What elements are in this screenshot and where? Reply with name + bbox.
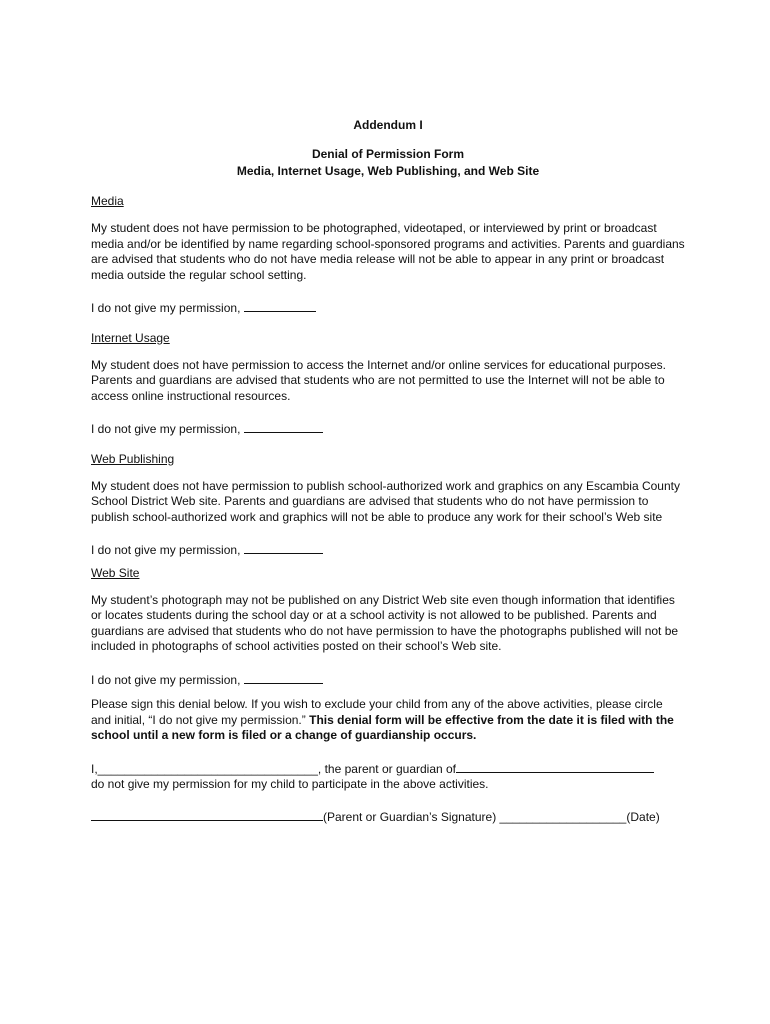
- permission-line-internet: [91, 420, 685, 438]
- document-page: [91, 117, 685, 825]
- section-body-media: My student does not have permission to be photographed, videotaped, or interviewed by print or broadcast media and/or be identified by name regarding school-sponsored programs and activities. Parents and guardians are advised that students who do not have media release will not be able to appear in any print or broadcast media outside the regular school setting.: [91, 221, 685, 282]
- signature-blank[interactable]: [91, 808, 323, 821]
- section-heading-web-publishing: Web Publishing: [91, 451, 175, 466]
- section-heading-media: Media: [91, 194, 124, 208]
- signature-line: [91, 808, 685, 826]
- signature-label: (Parent or Guardian’s Signature): [323, 809, 497, 824]
- permission-line-web-publishing: [91, 541, 685, 559]
- date-blank[interactable]: ___________________: [499, 809, 627, 824]
- initial-blank-web-site[interactable]: [244, 671, 323, 684]
- section-body-internet: My student does not have permission to access the Internet and/or online services for educational purposes. Parents and guardians are advised that students who are not permitted to use the Internet will not be able to access online instructional resources.: [91, 357, 666, 403]
- guardian-prefix: I,: [91, 761, 98, 776]
- initial-blank-media[interactable]: [244, 299, 316, 312]
- initial-blank-internet[interactable]: [244, 420, 323, 433]
- guardian-name-blank[interactable]: _________________________________: [97, 761, 318, 776]
- initial-blank-web-publishing[interactable]: [244, 541, 323, 554]
- guardian-statement: [91, 760, 685, 778]
- permission-line-media: [91, 299, 685, 317]
- section-heading-web-site: Web Site: [91, 565, 140, 580]
- permission-line-web-site: [91, 671, 685, 689]
- instructions-text: Please sign this denial below. If you wish to exclude your child from any of the above activities, please circle and initial, “I do not give my permission.”: [91, 697, 663, 727]
- permission-label: I do not give my permission,: [91, 672, 241, 687]
- section-body-web-publishing: My student does not have permission to publish school-authorized work and graphics on any Escambia County School District Web site. Parents and guardians are advised that students who do not have permission to publish school-authorized work and graphics will not be able to produce any work for their school’s Web site: [91, 478, 680, 524]
- permission-label: I do not give my permission,: [91, 301, 241, 315]
- document-title: Addendum I: [353, 118, 423, 132]
- child-name-blank[interactable]: [456, 760, 654, 773]
- form-subtitle: Media, Internet Usage, Web Publishing, and Web Site: [236, 164, 540, 178]
- permission-label: I do not give my permission,: [91, 543, 241, 557]
- section-heading-internet: Internet Usage: [91, 330, 170, 345]
- instructions-paragraph: [91, 697, 685, 744]
- guardian-middle-text: , the parent or guardian of: [317, 761, 457, 776]
- date-label: (Date): [626, 809, 660, 824]
- section-body-web-site: My student’s photograph may not be published on any District Web site even though information that identifies or locates students during the school day or at a school activity is not allowed to be published. Parents and guardians are advised that students who do not have permission to have the photographs published will not be included in photographs of school activities posted on their school’s Web site.: [91, 592, 679, 653]
- permission-label: I do not give my permission,: [91, 422, 241, 436]
- form-title: Denial of Permission Form: [311, 147, 465, 161]
- guardian-suffix: do not give my permission for my child to participate in the above activities.: [91, 777, 489, 791]
- instructions-bold-text: This denial form will be effective from the date it is filed with the school until a new form is filed or a change of guardianship occurs.: [91, 712, 674, 742]
